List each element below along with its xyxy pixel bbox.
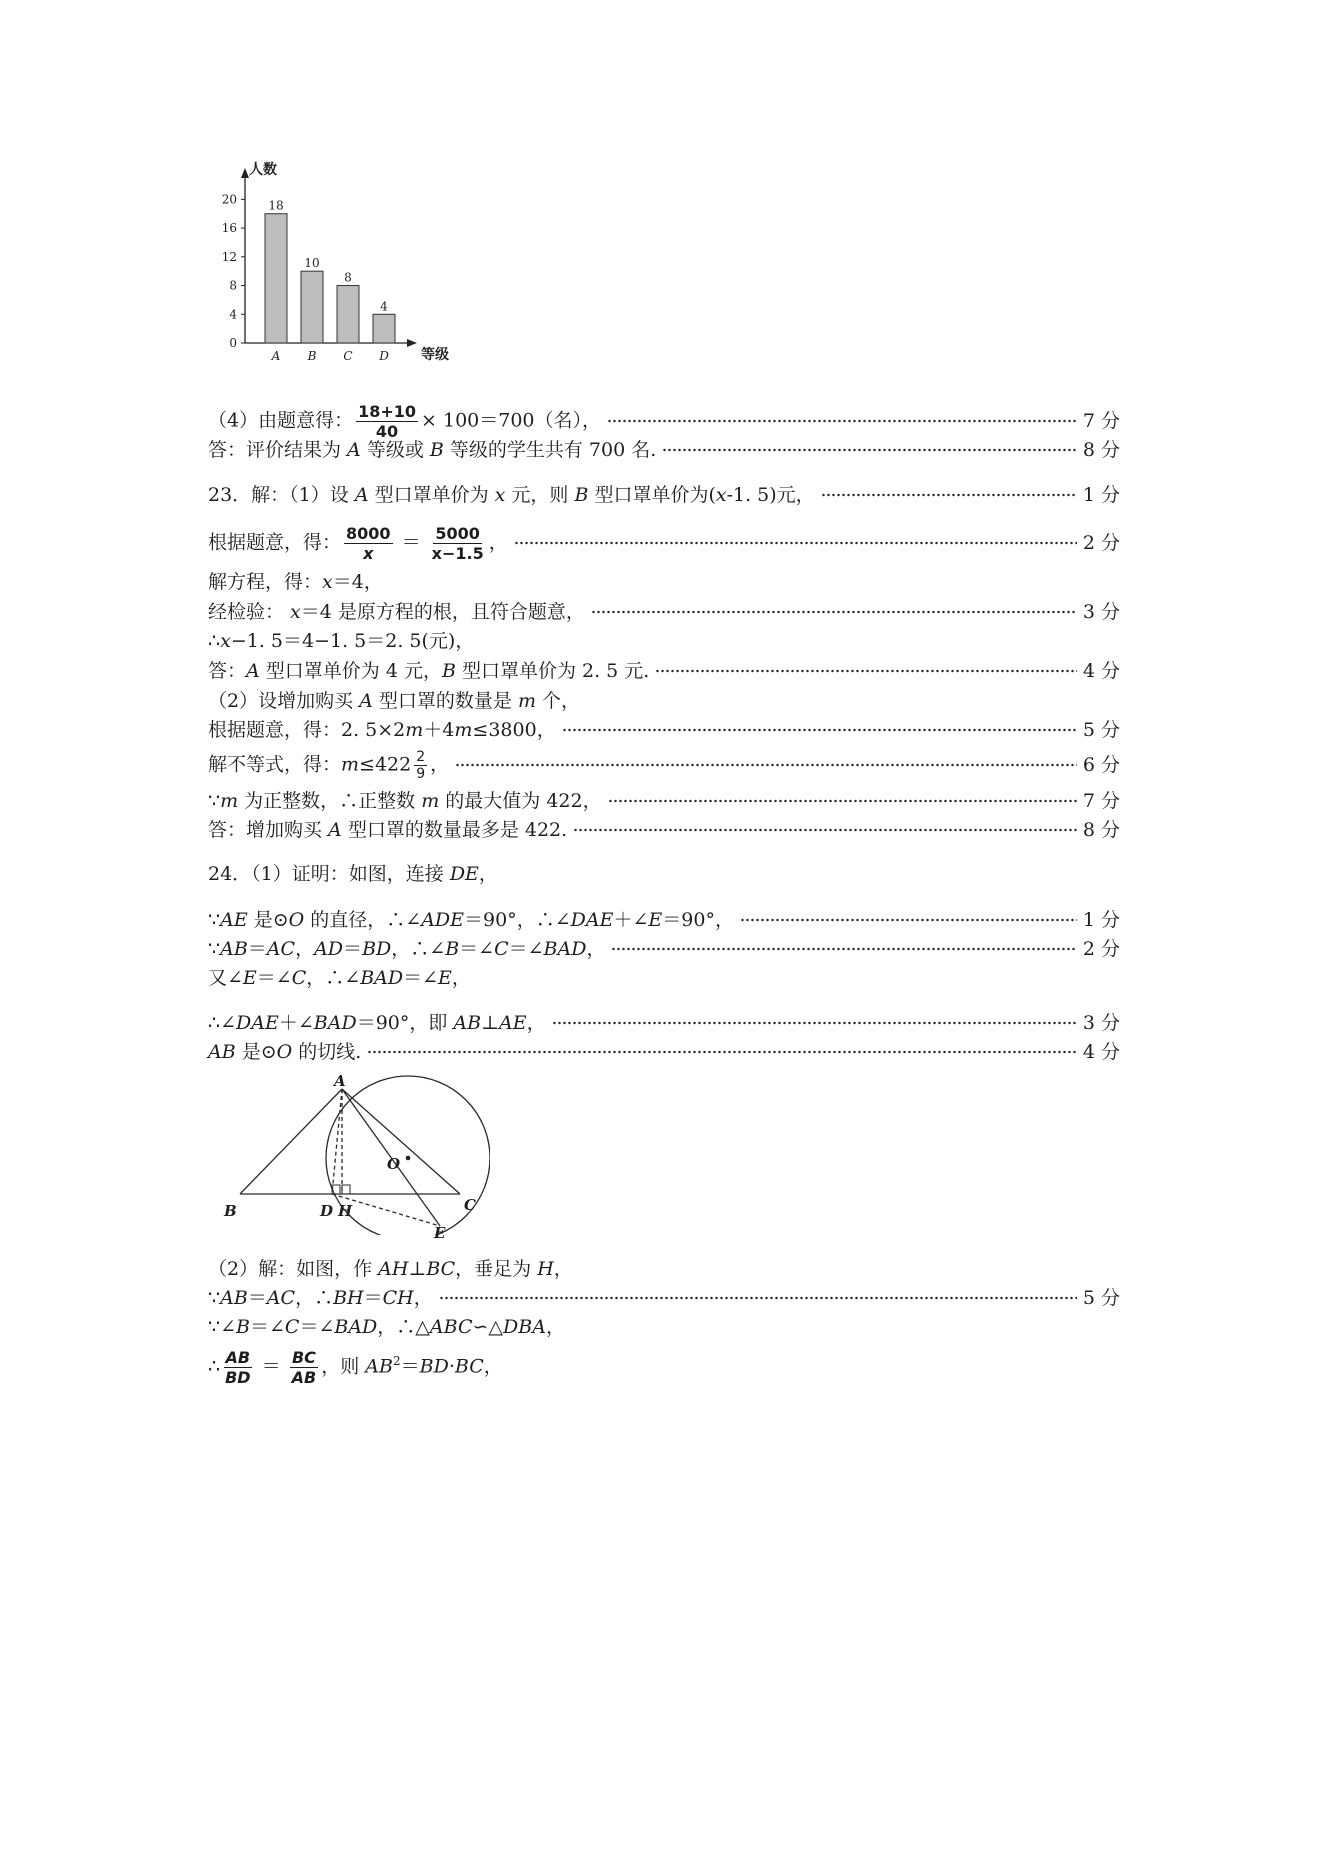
q23-line-5: ∴x−1. 5＝4−1. 5＝2. 5(元)， <box>208 630 475 652</box>
bar <box>265 214 287 343</box>
label-h: H <box>338 1202 353 1220</box>
bar-chart <box>200 160 490 375</box>
y-tick-label: 12 <box>221 249 237 264</box>
q24-part2-line-1: （2）解：如图，作 AH⊥BC，垂足为 H， <box>208 1258 573 1280</box>
leader-dots <box>439 1296 1077 1300</box>
x-tick-label: C <box>343 349 353 363</box>
q23-line-11: 答：增加购买 A 型口罩的数量最多是 422. 8 分 <box>208 819 1120 841</box>
y-axis-arrow <box>241 168 249 178</box>
label-d: D <box>320 1202 334 1220</box>
q24-part2-line-2: ∵AB＝AC，∴BH＝CH， 5 分 <box>208 1287 1120 1309</box>
bar-value-label: 18 <box>268 198 284 213</box>
score-label: 1 分 <box>1082 484 1120 506</box>
q22-part4-text: （4）由题意得： $\frac{18+10}{40}$ × 100＝700（名）， <box>208 401 602 441</box>
score-label: 7 分 <box>1082 410 1120 432</box>
leader-dots <box>552 1021 1077 1025</box>
leader-dots <box>562 728 1077 732</box>
q24-part2-line-4: ∴ $\frac{AB}{BD}$ ＝ $\frac{BC}{AB}$ ，则 $AB^2=BD\cdot BC$， <box>208 1347 503 1387</box>
fraction: $\frac{5000}{x-1.5}$ <box>431 523 484 563</box>
q23-line-10: ∵m 为正整数，∴正整数 m 的最大值为 422， 7 分 <box>208 790 1120 812</box>
score-label: 8 分 <box>1082 819 1120 841</box>
bar-value-label: 8 <box>344 270 352 285</box>
label-a: A <box>334 1075 346 1090</box>
score-label: 2 分 <box>1082 532 1120 554</box>
score-label: 1 分 <box>1082 909 1120 931</box>
bar-value-label: 10 <box>304 256 320 271</box>
q23-line-4: 经检验： x＝4 是原方程的根，且符合题意， 3 分 <box>208 601 1120 623</box>
leader-dots <box>611 947 1076 951</box>
segment-ac <box>342 1089 460 1194</box>
y-axis-title: 人数 <box>249 162 277 178</box>
q23-line-8: 根据题意，得：2. 5×2m＋4m≤3800， 5 分 <box>208 719 1120 741</box>
y-tick-label: 16 <box>221 221 237 236</box>
score-label: 3 分 <box>1082 1012 1120 1034</box>
label-e-visible: E <box>434 1224 446 1242</box>
chart-bars <box>265 214 395 343</box>
score-label: 6 分 <box>1082 754 1120 776</box>
fraction: $\frac{AB}{BD}$ <box>225 1347 251 1387</box>
bar-value-label: 4 <box>380 299 388 314</box>
x-tick-label: A <box>271 349 281 363</box>
right-angle-mark-h <box>342 1185 350 1194</box>
fraction: $\frac{18+10}{40}$ <box>358 401 417 441</box>
q24-line-6: AB 是⊙O 的切线. 4 分 <box>208 1041 1120 1063</box>
fraction: $\frac{BC}{AB}$ <box>291 1347 317 1387</box>
score-label: 7 分 <box>1082 790 1120 812</box>
leader-dots <box>573 828 1077 832</box>
q24-line-3: ∵AB＝AC，AD＝BD，∴∠B＝∠C＝∠BAD， 2 分 <box>208 938 1120 960</box>
chart-labels <box>222 161 449 363</box>
q22-answer-text: 答：评价结果为 A 等级或 B 等级的学生共有 700 名. <box>208 439 657 461</box>
y-tick-label: 20 <box>221 192 237 207</box>
fraction: $\frac{2}{9}$ <box>416 748 426 782</box>
q23-line-6: 答：A 型口罩单价为 4 元，B 型口罩单价为 2. 5 元. 4 分 <box>208 660 1120 682</box>
q24-part2-line-3: ∵∠B＝∠C＝∠BAD，∴△ABC∽△DBA， <box>208 1316 565 1338</box>
bar <box>337 286 359 343</box>
score-label: 3 分 <box>1082 601 1120 623</box>
q24-line-1: 24．（1）证明：如图，连接 DE， <box>208 863 498 885</box>
score-label: 8 分 <box>1082 439 1120 461</box>
leader-dots <box>367 1050 1077 1054</box>
q23-line-9: 解不等式，得：m≤422 $\frac{2}{9}$ ， 6 分 <box>208 748 1120 782</box>
bar <box>373 314 395 343</box>
geometry-figure <box>215 1075 490 1235</box>
score-label: 5 分 <box>1082 1287 1120 1309</box>
q24-line-2: ∵AE 是⊙O 的直径，∴∠ADE＝90°，∴∠DAE＋∠E＝90°， 1 分 <box>208 909 1120 931</box>
score-label: 5 分 <box>1082 719 1120 741</box>
geometry-label-e <box>430 1223 450 1243</box>
leader-dots <box>608 799 1077 803</box>
label-o: O <box>387 1155 401 1173</box>
leader-dots <box>821 493 1077 497</box>
leader-dots <box>591 610 1077 614</box>
q22-answer-line <box>208 438 1120 462</box>
bar <box>301 271 323 343</box>
q23-line-1: 23．解：（1）设 A 型口罩单价为 x 元，则 B 型口罩单价为(x-1. 5)元， 1 分 <box>208 484 1120 506</box>
leader-dots <box>607 419 1077 423</box>
y-tick-label: 0 <box>229 336 237 350</box>
y-tick-label: 4 <box>229 307 237 322</box>
q23-line-2: 根据题意，得： $\frac{8000}{x}$ ＝ $\frac{5000}{x-1.5}$ ， 2 分 <box>208 523 1120 563</box>
q23-line-7: （2）设增加购买 A 型口罩的数量是 m 个， <box>208 690 581 712</box>
leader-dots <box>740 918 1077 922</box>
x-axis-title: 等级 <box>421 347 449 363</box>
score-label: 4 分 <box>1082 660 1120 682</box>
score-label: 2 分 <box>1082 938 1120 960</box>
x-tick-label: B <box>307 349 317 363</box>
q24-line-4: 又∠E＝∠C，∴∠BAD＝∠E， <box>208 967 471 989</box>
leader-dots <box>455 763 1077 767</box>
q23-line-3: 解方程，得：x＝4， <box>208 571 383 593</box>
x-axis-arrow <box>407 339 417 347</box>
segment-ab <box>240 1089 342 1194</box>
label-b: B <box>224 1202 237 1220</box>
leader-dots <box>514 541 1077 545</box>
score-label: 4 分 <box>1082 1041 1120 1063</box>
fraction: $\frac{8000}{x}$ <box>346 523 391 563</box>
leader-dots <box>662 448 1077 452</box>
q24-line-5: ∴∠DAE＋∠BAD＝90°，即 AB⊥AE， 3 分 <box>208 1012 1120 1034</box>
x-tick-label: D <box>379 349 389 363</box>
y-tick-label: 8 <box>229 278 237 293</box>
leader-dots <box>655 669 1077 673</box>
segment-ad <box>332 1089 342 1194</box>
label-c: C <box>464 1196 476 1214</box>
center-o-dot <box>406 1156 411 1161</box>
